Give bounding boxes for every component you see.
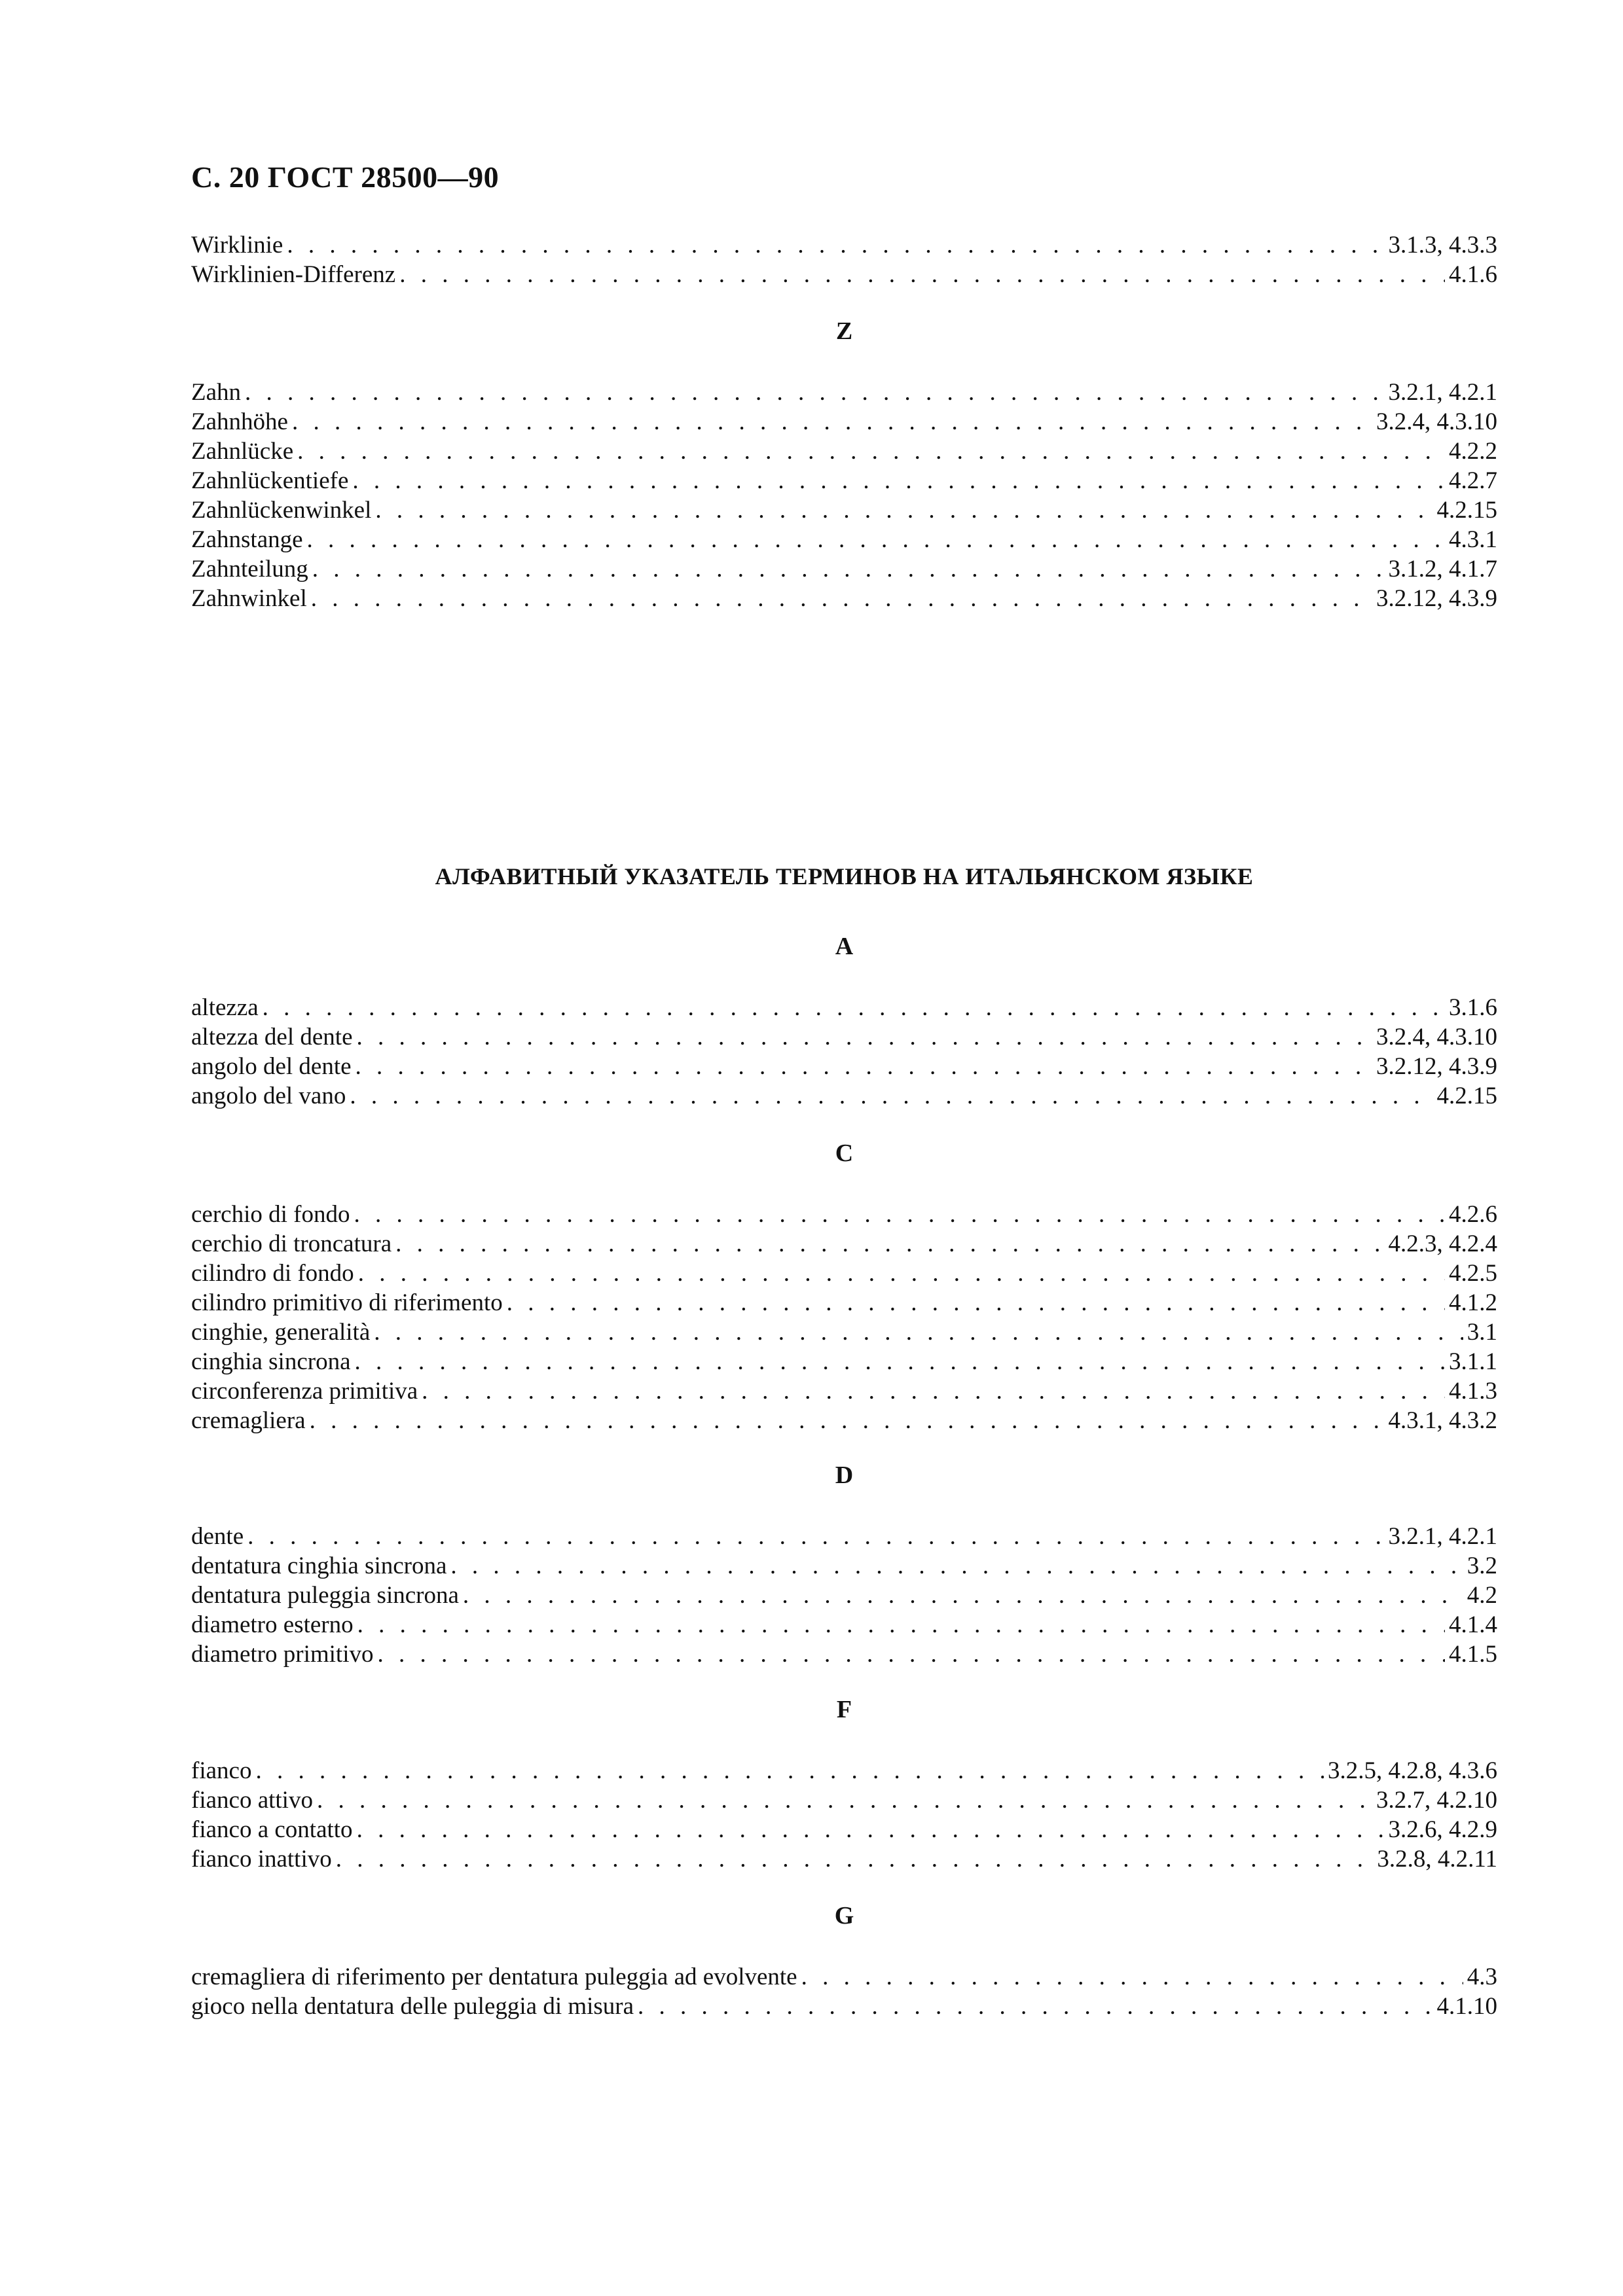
dot-leader bbox=[399, 260, 1445, 289]
entry-term: altezza del dente bbox=[191, 1024, 353, 1050]
dot-leader bbox=[307, 525, 1445, 554]
entry-refs: 3.2.12, 4.3.9 bbox=[1376, 585, 1497, 612]
dot-leader bbox=[336, 1844, 1374, 1874]
italian-d-list bbox=[191, 1522, 1497, 1669]
entry-refs: 4.1.10 bbox=[1436, 1993, 1497, 2020]
entry-refs: 4.3.1 bbox=[1449, 526, 1497, 553]
entry-refs: 3.2.4, 4.3.10 bbox=[1376, 408, 1497, 435]
dot-leader bbox=[422, 1376, 1445, 1406]
index-entry bbox=[191, 495, 1497, 525]
index-entry bbox=[191, 1347, 1497, 1376]
index-entry bbox=[191, 1052, 1497, 1081]
entry-refs: 3.2.5, 4.2.8, 4.3.6 bbox=[1328, 1757, 1497, 1784]
dot-leader bbox=[375, 495, 1432, 525]
italian-a-list bbox=[191, 993, 1497, 1111]
entry-term: cilindro primitivo di riferimento bbox=[191, 1289, 503, 1316]
entry-term: cilindro di fondo bbox=[191, 1260, 354, 1287]
index-entry bbox=[191, 230, 1497, 260]
index-entry bbox=[191, 1815, 1497, 1844]
index-entry bbox=[191, 1200, 1497, 1229]
dot-leader bbox=[312, 554, 1385, 584]
dot-leader bbox=[357, 1815, 1385, 1844]
entry-refs: 3.2.6, 4.2.9 bbox=[1388, 1816, 1497, 1843]
index-entry bbox=[191, 1522, 1497, 1551]
entry-refs: 4.1.3 bbox=[1449, 1378, 1497, 1405]
index-entry bbox=[191, 1610, 1497, 1640]
dot-leader bbox=[357, 1610, 1445, 1640]
dot-leader bbox=[245, 378, 1384, 407]
dot-leader bbox=[463, 1581, 1463, 1610]
dot-leader bbox=[317, 1785, 1372, 1815]
dot-leader bbox=[374, 1318, 1463, 1347]
entry-term: Zahnlückenwinkel bbox=[191, 497, 372, 524]
entry-term: Zahnlücke bbox=[191, 438, 294, 465]
entry-term: Wirklinien-Differenz bbox=[191, 261, 396, 288]
entry-refs: 3.1.1 bbox=[1449, 1348, 1497, 1375]
index-entry bbox=[191, 525, 1497, 554]
index-entry bbox=[191, 1259, 1497, 1288]
entry-term: Zahnstange bbox=[191, 526, 303, 553]
entry-term: dentatura cinghia sincrona bbox=[191, 1552, 447, 1579]
section-letter: C bbox=[835, 1139, 854, 1167]
index-entry bbox=[191, 584, 1497, 613]
index-entry bbox=[191, 1551, 1497, 1581]
german-w-list bbox=[191, 230, 1497, 289]
entry-term: cerchio di fondo bbox=[191, 1201, 350, 1228]
index-entry bbox=[191, 1785, 1497, 1815]
dot-leader bbox=[801, 1962, 1463, 1992]
entry-refs: 4.2.6 bbox=[1449, 1201, 1497, 1228]
index-entry bbox=[191, 1581, 1497, 1610]
dot-leader bbox=[355, 1347, 1446, 1376]
index-entry bbox=[191, 1229, 1497, 1259]
index-entry bbox=[191, 1376, 1497, 1406]
entry-refs: 4.2 bbox=[1467, 1582, 1497, 1609]
entry-refs: 4.2.15 bbox=[1436, 497, 1497, 524]
index-entry bbox=[191, 554, 1497, 584]
index-entry bbox=[191, 1640, 1497, 1669]
dot-leader bbox=[247, 1522, 1384, 1551]
italian-c-list bbox=[191, 1200, 1497, 1435]
entry-term: cinghie, generalità bbox=[191, 1319, 371, 1346]
index-entry bbox=[191, 1756, 1497, 1785]
entry-refs: 3.1 bbox=[1467, 1319, 1497, 1346]
entry-term: cremagliera bbox=[191, 1407, 306, 1434]
index-entry bbox=[191, 1406, 1497, 1435]
index-entry bbox=[191, 1081, 1497, 1111]
entry-term: Zahnteilung bbox=[191, 556, 308, 583]
index-entry bbox=[191, 1962, 1497, 1992]
dot-leader bbox=[255, 1756, 1324, 1785]
entry-refs: 4.1.6 bbox=[1449, 261, 1497, 288]
index-entry bbox=[191, 466, 1497, 495]
entry-refs: 4.2.15 bbox=[1436, 1083, 1497, 1109]
entry-refs: 3.2.7, 4.2.10 bbox=[1376, 1787, 1497, 1814]
entry-term: gioco nella dentatura delle puleggia di misura bbox=[191, 1993, 634, 2020]
dot-leader bbox=[354, 1200, 1445, 1229]
italian-f-list bbox=[191, 1756, 1497, 1874]
index-entry bbox=[191, 260, 1497, 289]
entry-refs: 4.3 bbox=[1467, 1964, 1497, 1990]
index-entry bbox=[191, 1022, 1497, 1052]
entry-refs: 4.1.5 bbox=[1449, 1641, 1497, 1668]
dot-leader bbox=[310, 1406, 1385, 1435]
index-entry bbox=[191, 1288, 1497, 1318]
dot-leader bbox=[311, 584, 1372, 613]
dot-leader bbox=[450, 1551, 1463, 1581]
entry-term: Zahnwinkel bbox=[191, 585, 307, 612]
entry-term: angolo del vano bbox=[191, 1083, 346, 1109]
entry-term: angolo del dente bbox=[191, 1053, 352, 1080]
entry-refs: 3.2.1, 4.2.1 bbox=[1388, 1523, 1497, 1550]
entry-refs: 3.1.2, 4.1.7 bbox=[1388, 556, 1497, 583]
entry-term: circonferenza primitiva bbox=[191, 1378, 418, 1405]
index-entry bbox=[191, 993, 1497, 1022]
index-entry bbox=[191, 437, 1497, 466]
italian-g-list bbox=[191, 1962, 1497, 2021]
entry-refs: 4.1.2 bbox=[1449, 1289, 1497, 1316]
entry-term: fianco a contatto bbox=[191, 1816, 353, 1843]
entry-term: Wirklinie bbox=[191, 232, 283, 259]
german-z-list bbox=[191, 378, 1497, 613]
dot-leader bbox=[358, 1259, 1445, 1288]
entry-refs: 4.1.4 bbox=[1449, 1611, 1497, 1638]
entry-term: Zahn bbox=[191, 379, 242, 406]
entry-term: cinghia sincrona bbox=[191, 1348, 351, 1375]
entry-term: cerchio di troncatura bbox=[191, 1230, 392, 1257]
dot-leader bbox=[638, 1992, 1432, 2021]
entry-term: diametro esterno bbox=[191, 1611, 354, 1638]
entry-refs: 4.3.1, 4.3.2 bbox=[1388, 1407, 1497, 1434]
section-letter: Z bbox=[835, 317, 853, 345]
dot-leader bbox=[377, 1640, 1445, 1669]
entry-term: fianco inattivo bbox=[191, 1846, 332, 1873]
entry-refs: 3.1.6 bbox=[1449, 994, 1497, 1021]
dot-leader bbox=[352, 466, 1445, 495]
entry-refs: 4.2.5 bbox=[1449, 1260, 1497, 1287]
section-letter: A bbox=[835, 933, 854, 960]
entry-refs: 4.2.2 bbox=[1449, 438, 1497, 465]
dot-leader bbox=[350, 1081, 1432, 1111]
dot-leader bbox=[507, 1288, 1445, 1318]
dot-leader bbox=[263, 993, 1445, 1022]
page-header: С. 20 ГОСТ 28500—90 bbox=[191, 160, 500, 194]
entry-term: fianco bbox=[191, 1757, 252, 1784]
italian-index-title: АЛФАВИТНЫЙ УКАЗАТЕЛЬ ТЕРМИНОВ НА ИТАЛЬЯНСКОМ ЯЗЫКЕ bbox=[435, 863, 1254, 889]
dot-leader bbox=[292, 407, 1372, 437]
index-entry bbox=[191, 1844, 1497, 1874]
dot-leader bbox=[297, 437, 1445, 466]
entry-term: dente bbox=[191, 1523, 244, 1550]
entry-refs: 3.2.12, 4.3.9 bbox=[1376, 1053, 1497, 1080]
index-entry bbox=[191, 378, 1497, 407]
entry-term: fianco attivo bbox=[191, 1787, 313, 1814]
dot-leader bbox=[356, 1052, 1372, 1081]
index-entry bbox=[191, 1318, 1497, 1347]
section-letter: F bbox=[836, 1696, 852, 1723]
entry-term: dentatura puleggia sincrona bbox=[191, 1582, 459, 1609]
section-letter: G bbox=[834, 1902, 854, 1929]
entry-refs: 4.2.3, 4.2.4 bbox=[1388, 1230, 1497, 1257]
entry-refs: 4.2.7 bbox=[1449, 467, 1497, 494]
entry-term: cremagliera di riferimento per dentatura puleggia ad evolvente bbox=[191, 1964, 797, 1990]
entry-refs: 3.1.3, 4.3.3 bbox=[1388, 232, 1497, 259]
entry-term: altezza bbox=[191, 994, 259, 1021]
entry-refs: 3.2.4, 4.3.10 bbox=[1376, 1024, 1497, 1050]
dot-leader bbox=[357, 1022, 1373, 1052]
dot-leader bbox=[395, 1229, 1384, 1259]
entry-refs: 3.2.1, 4.2.1 bbox=[1388, 379, 1497, 406]
entry-refs: 3.2.8, 4.2.11 bbox=[1377, 1846, 1497, 1873]
entry-term: diametro primitivo bbox=[191, 1641, 374, 1668]
section-letter: D bbox=[835, 1462, 854, 1489]
index-entry bbox=[191, 407, 1497, 437]
index-entry bbox=[191, 1992, 1497, 2021]
entry-term: Zahnhöhe bbox=[191, 408, 288, 435]
entry-term: Zahnlückentiefe bbox=[191, 467, 349, 494]
entry-refs: 3.2 bbox=[1467, 1552, 1497, 1579]
dot-leader bbox=[287, 230, 1384, 260]
